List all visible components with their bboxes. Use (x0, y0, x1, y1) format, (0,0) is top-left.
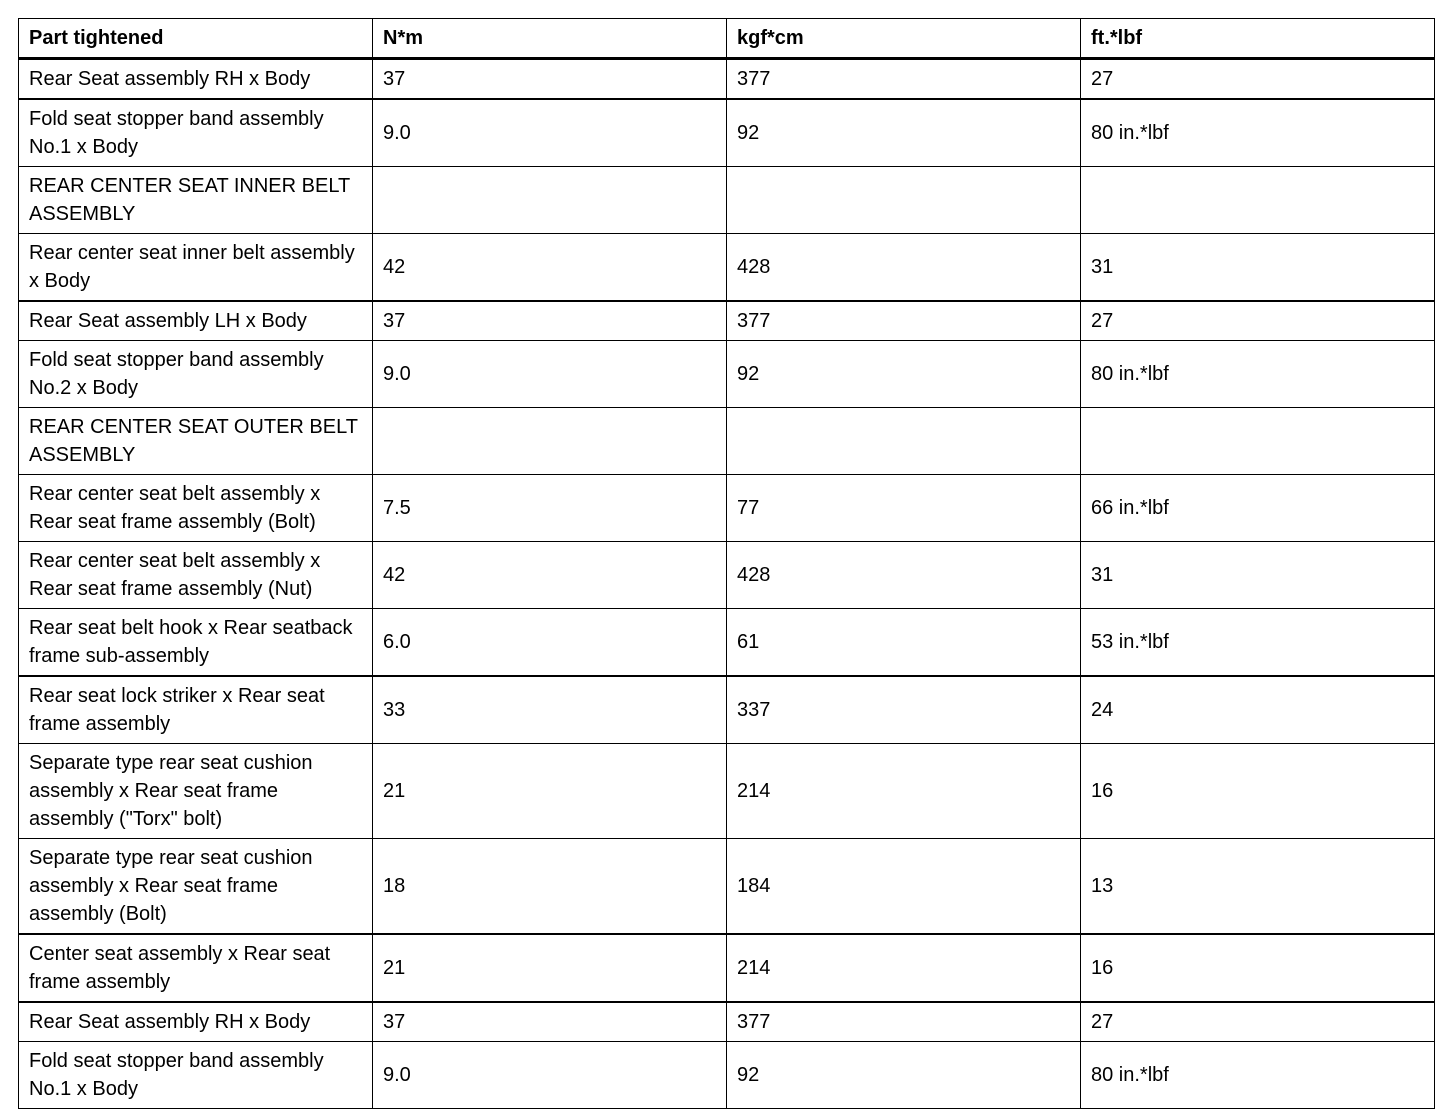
cell-ftlbf: 16 (1081, 744, 1435, 839)
cell-part: REAR CENTER SEAT OUTER BELT ASSEMBLY (19, 408, 373, 475)
cell-nm: 9.0 (373, 99, 727, 167)
cell-nm: 9.0 (373, 1042, 727, 1109)
header-ftlbf: ft.*lbf (1081, 19, 1435, 59)
cell-nm: 18 (373, 839, 727, 935)
cell-ftlbf: 27 (1081, 59, 1435, 100)
cell-nm (373, 408, 727, 475)
cell-part: Rear center seat belt assembly x Rear seat frame assembly (Bolt) (19, 475, 373, 542)
cell-ftlbf: 66 in.*lbf (1081, 475, 1435, 542)
header-part-tightened: Part tightened (19, 19, 373, 59)
cell-nm: 37 (373, 59, 727, 100)
cell-ftlbf: 31 (1081, 542, 1435, 609)
cell-kgfcm: 184 (727, 839, 1081, 935)
table-row (19, 408, 1435, 475)
table-header (19, 19, 1435, 59)
table-row (19, 341, 1435, 408)
table-row (19, 839, 1435, 935)
cell-ftlbf: 53 in.*lbf (1081, 609, 1435, 677)
table-row (19, 301, 1435, 341)
cell-kgfcm: 92 (727, 99, 1081, 167)
cell-nm: 21 (373, 744, 727, 839)
cell-kgfcm: 92 (727, 1042, 1081, 1109)
cell-kgfcm: 77 (727, 475, 1081, 542)
cell-kgfcm (727, 167, 1081, 234)
table-row (19, 59, 1435, 100)
cell-nm: 37 (373, 1002, 727, 1042)
header-row (19, 19, 1435, 59)
table-row (19, 167, 1435, 234)
cell-ftlbf: 13 (1081, 839, 1435, 935)
torque-spec-table (18, 18, 1435, 1109)
cell-nm: 37 (373, 301, 727, 341)
table-body (19, 59, 1435, 1109)
cell-nm: 42 (373, 234, 727, 302)
cell-part: Rear seat belt hook x Rear seatback frame sub-assembly (19, 609, 373, 677)
cell-kgfcm: 61 (727, 609, 1081, 677)
cell-ftlbf: 80 in.*lbf (1081, 341, 1435, 408)
cell-kgfcm: 428 (727, 542, 1081, 609)
cell-nm: 7.5 (373, 475, 727, 542)
cell-kgfcm: 377 (727, 59, 1081, 100)
cell-part: Fold seat stopper band assembly No.2 x Body (19, 341, 373, 408)
table-row (19, 676, 1435, 744)
table-row (19, 609, 1435, 677)
cell-part: Rear center seat inner belt assembly x Body (19, 234, 373, 302)
cell-nm: 6.0 (373, 609, 727, 677)
cell-kgfcm: 214 (727, 934, 1081, 1002)
cell-kgfcm: 337 (727, 676, 1081, 744)
cell-kgfcm: 377 (727, 1002, 1081, 1042)
cell-part: Rear Seat assembly LH x Body (19, 301, 373, 341)
table-row (19, 934, 1435, 1002)
cell-kgfcm (727, 408, 1081, 475)
cell-part: Rear Seat assembly RH x Body (19, 59, 373, 100)
table-row (19, 1002, 1435, 1042)
table-row (19, 475, 1435, 542)
cell-kgfcm: 377 (727, 301, 1081, 341)
cell-part: Rear seat lock striker x Rear seat frame assembly (19, 676, 373, 744)
cell-ftlbf: 27 (1081, 301, 1435, 341)
cell-nm: 33 (373, 676, 727, 744)
cell-ftlbf: 27 (1081, 1002, 1435, 1042)
cell-part: Fold seat stopper band assembly No.1 x Body (19, 99, 373, 167)
cell-nm: 42 (373, 542, 727, 609)
cell-ftlbf (1081, 167, 1435, 234)
cell-ftlbf: 80 in.*lbf (1081, 99, 1435, 167)
cell-part: Center seat assembly x Rear seat frame assembly (19, 934, 373, 1002)
table-row (19, 542, 1435, 609)
header-nm: N*m (373, 19, 727, 59)
cell-nm (373, 167, 727, 234)
cell-kgfcm: 214 (727, 744, 1081, 839)
cell-ftlbf (1081, 408, 1435, 475)
table-row (19, 1042, 1435, 1109)
cell-kgfcm: 428 (727, 234, 1081, 302)
cell-nm: 9.0 (373, 341, 727, 408)
table-row (19, 99, 1435, 167)
cell-part: Separate type rear seat cushion assembly x Rear seat frame assembly (Bolt) (19, 839, 373, 935)
table-row (19, 234, 1435, 302)
cell-ftlbf: 16 (1081, 934, 1435, 1002)
cell-nm: 21 (373, 934, 727, 1002)
cell-kgfcm: 92 (727, 341, 1081, 408)
cell-part: Separate type rear seat cushion assembly x Rear seat frame assembly ("Torx" bolt) (19, 744, 373, 839)
cell-ftlbf: 80 in.*lbf (1081, 1042, 1435, 1109)
cell-ftlbf: 24 (1081, 676, 1435, 744)
cell-part: Fold seat stopper band assembly No.1 x Body (19, 1042, 373, 1109)
cell-part: REAR CENTER SEAT INNER BELT ASSEMBLY (19, 167, 373, 234)
cell-part: Rear Seat assembly RH x Body (19, 1002, 373, 1042)
cell-ftlbf: 31 (1081, 234, 1435, 302)
cell-part: Rear center seat belt assembly x Rear seat frame assembly (Nut) (19, 542, 373, 609)
header-kgfcm: kgf*cm (727, 19, 1081, 59)
table-row (19, 744, 1435, 839)
